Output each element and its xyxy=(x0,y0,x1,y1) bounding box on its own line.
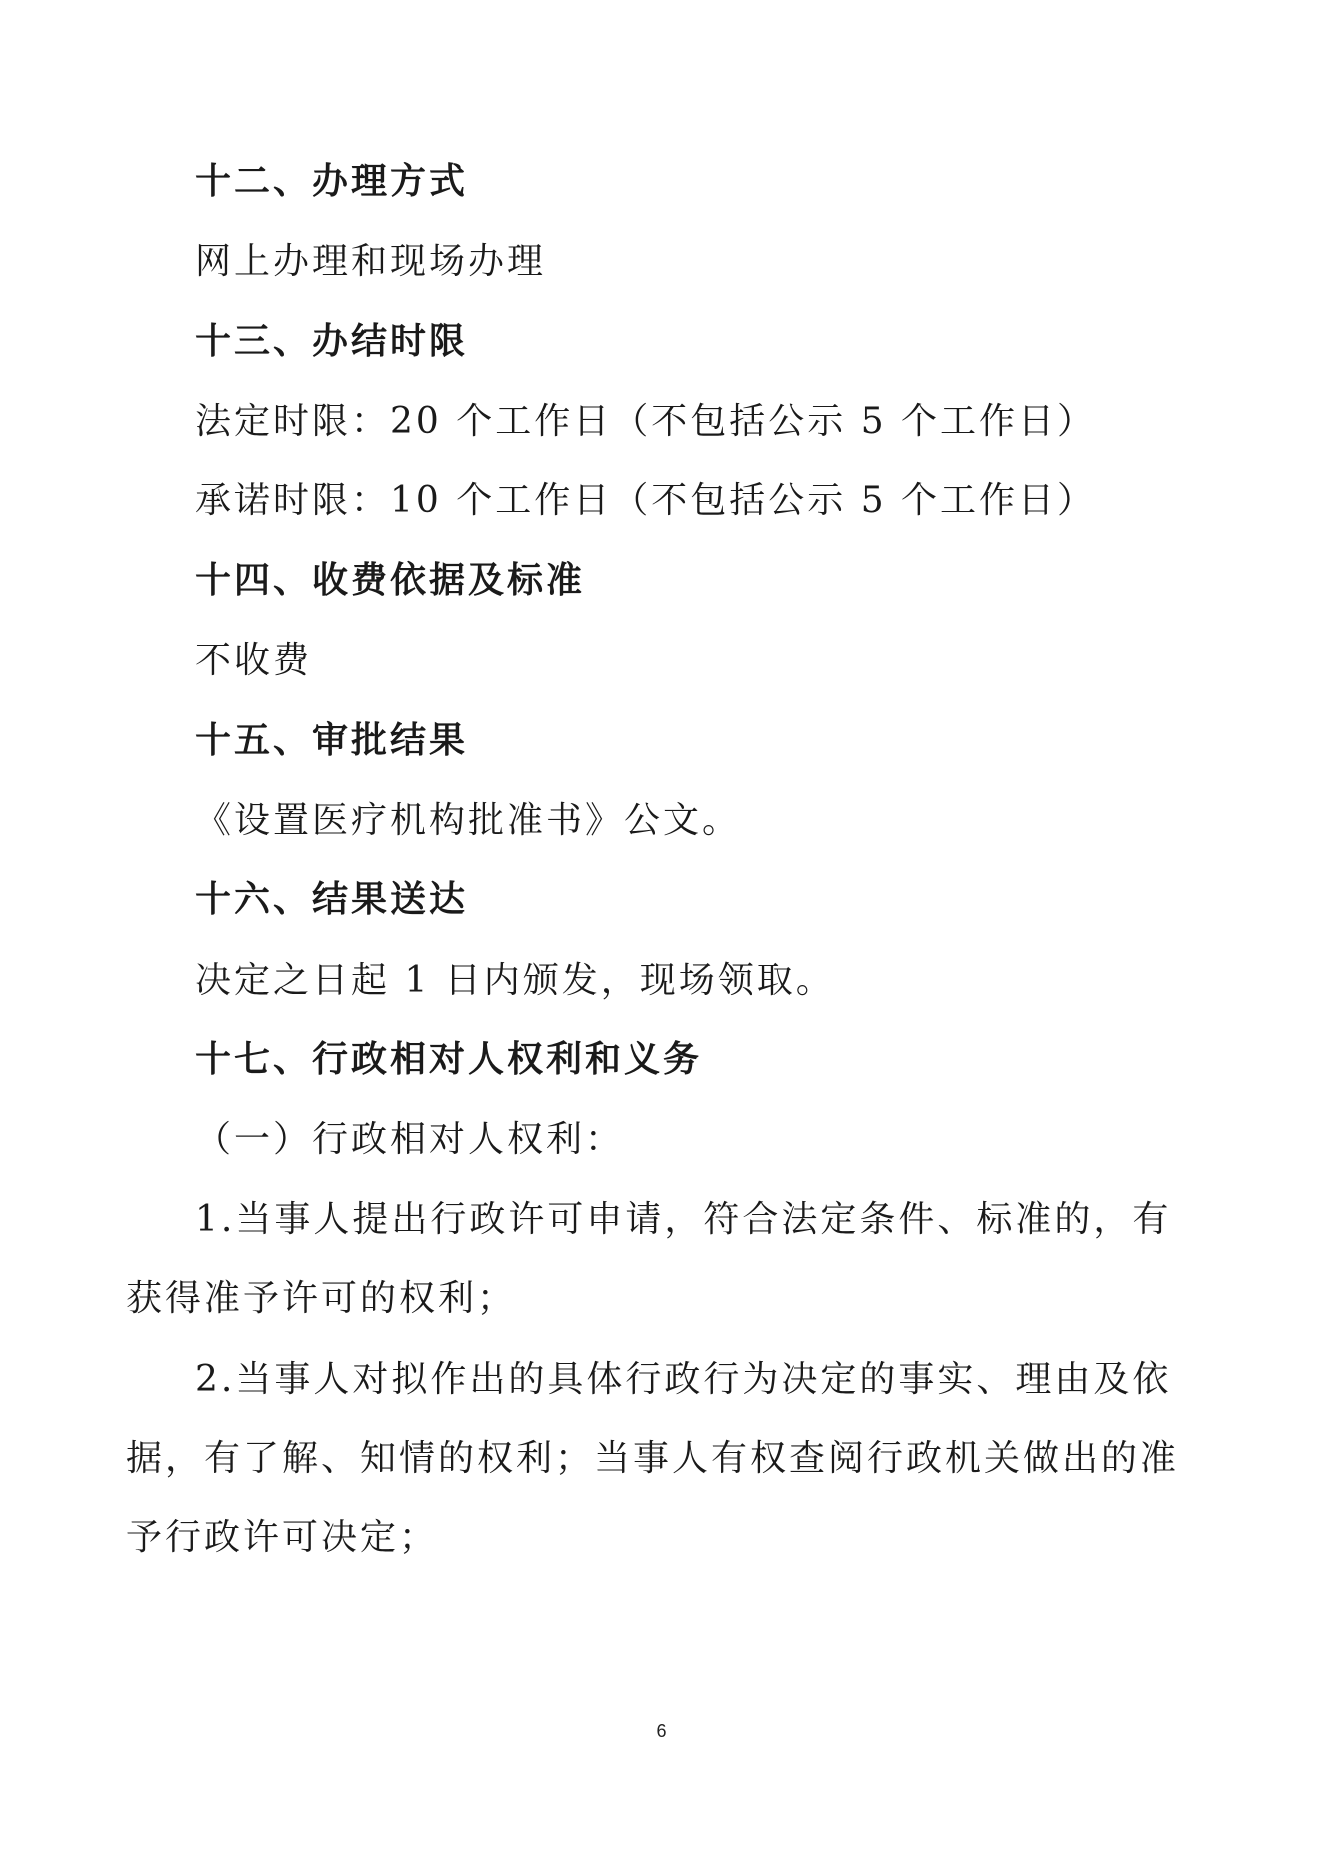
section-12-heading: 十二、办理方式 xyxy=(195,161,469,202)
section-17-subheading: （一）行政相对人权利： xyxy=(195,1119,625,1160)
section-17-item-1: 1.当事人提出行政许可申请，符合法定条件、标准的，有获得准予许可的权利； xyxy=(126,1199,1172,1319)
section-14-text: 不收费 xyxy=(195,640,313,681)
section-14-heading: 十四、收费依据及标准 xyxy=(195,560,586,601)
section-17-item-2: 2.当事人对拟作出的具体行政行为决定的事实、理由及依据，有了解、知情的权利；当事人有权查阅行政机关做出的准予行政许可决定； xyxy=(126,1359,1180,1558)
section-16-text: 决定之日起 1 日内颁发，现场领取。 xyxy=(195,960,835,1001)
section-16-heading: 十六、结果送达 xyxy=(195,879,469,920)
section-12-text: 网上办理和现场办理 xyxy=(195,241,547,282)
page-number: 6 xyxy=(656,1721,667,1741)
section-13-promised-limit: 承诺时限：10 个工作日（不包括公示 5 个工作日） xyxy=(195,480,1097,521)
section-17-heading: 十七、行政相对人权利和义务 xyxy=(195,1039,703,1080)
section-13-heading: 十三、办结时限 xyxy=(195,321,469,362)
section-15-heading: 十五、审批结果 xyxy=(195,720,469,761)
section-15-text: 《设置医疗机构批准书》公文。 xyxy=(195,800,742,841)
section-13-statutory-limit: 法定时限：20 个工作日（不包括公示 5 个工作日） xyxy=(195,401,1097,442)
